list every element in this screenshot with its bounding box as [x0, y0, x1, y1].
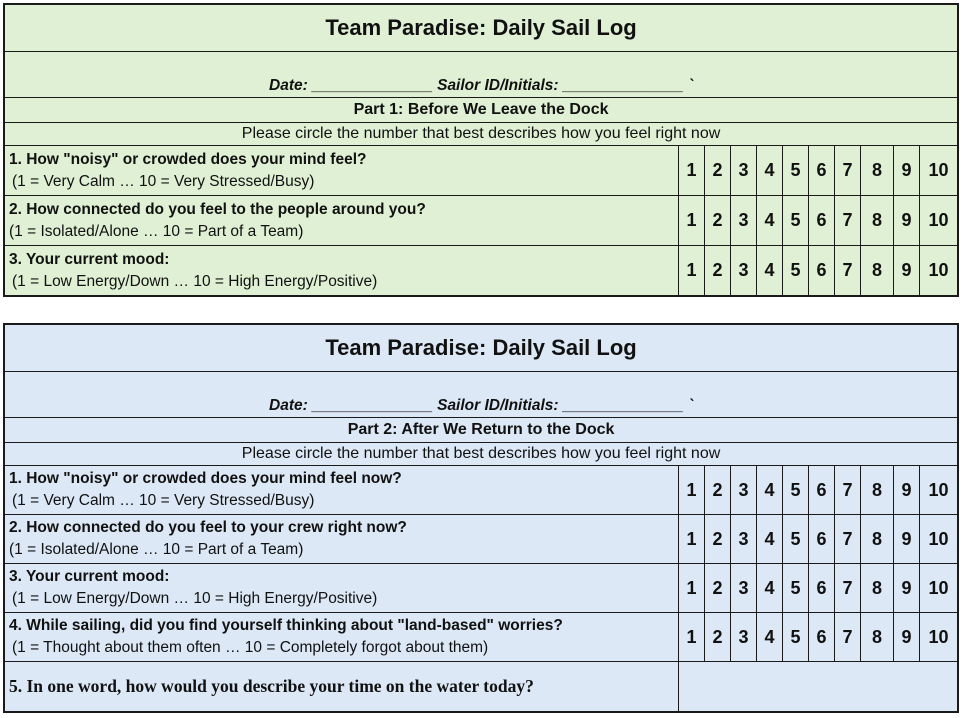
scale-option-1[interactable]: 1 [679, 613, 705, 662]
question-cell [5, 564, 679, 613]
scale-option-7[interactable]: 7 [835, 196, 861, 246]
scale-option-10[interactable]: 10 [920, 466, 958, 515]
scale-option-1[interactable]: 1 [679, 146, 705, 196]
scale-option-9[interactable]: 9 [894, 196, 920, 246]
scale-option-3[interactable]: 3 [731, 246, 757, 296]
scale-option-8[interactable]: 8 [861, 564, 894, 613]
question-text: 4. While sailing, did you find yourself thinking about "land-based" worries? [9, 617, 563, 634]
scale-option-5[interactable]: 5 [783, 466, 809, 515]
scale-option-4[interactable]: 4 [757, 515, 783, 564]
scale-option-6[interactable]: 6 [809, 466, 835, 515]
question-scale: (1 = Isolated/Alone … 10 = Part of a Team) [9, 541, 304, 558]
question-text: 2. How connected do you feel to the people around you? [9, 200, 426, 218]
scale-option-2[interactable]: 2 [705, 196, 731, 246]
scale-option-3[interactable]: 3 [731, 466, 757, 515]
scale-option-9[interactable]: 9 [894, 515, 920, 564]
scale-option-5[interactable]: 5 [783, 564, 809, 613]
scale-option-4[interactable]: 4 [757, 613, 783, 662]
question-cell [5, 515, 679, 564]
scale-option-2[interactable]: 2 [705, 515, 731, 564]
scale-option-4[interactable]: 4 [757, 466, 783, 515]
scale-option-1[interactable]: 1 [679, 466, 705, 515]
scale-option-10[interactable]: 10 [920, 564, 958, 613]
scale-option-8[interactable]: 8 [861, 246, 894, 296]
scale-option-8[interactable]: 8 [861, 196, 894, 246]
question-row [5, 515, 958, 564]
scale-option-9[interactable]: 9 [894, 246, 920, 296]
scale-option-9[interactable]: 9 [894, 613, 920, 662]
form-title: Team Paradise: Daily Sail Log [5, 5, 958, 52]
question-text: 1. How "noisy" or crowded does your mind feel? [9, 150, 367, 168]
scale-option-6[interactable]: 6 [809, 196, 835, 246]
daily-sail-log-part2 [3, 323, 959, 713]
scale-option-2[interactable]: 2 [705, 246, 731, 296]
scale-option-10[interactable]: 10 [920, 613, 958, 662]
date-sailor-id-line[interactable]: Date: ______________ Sailor ID/Initials: ______________ ` [5, 52, 958, 98]
scale-option-4[interactable]: 4 [757, 246, 783, 296]
question-text: 2. How connected do you feel to your crew right now? [9, 519, 407, 536]
part-heading: Part 1: Before We Leave the Dock [5, 98, 958, 123]
scale-option-5[interactable]: 5 [783, 246, 809, 296]
question-cell [5, 466, 679, 515]
instruction-text: Please circle the number that best describes how you feel right now [5, 443, 958, 466]
question-row [5, 146, 958, 196]
part2-table [4, 324, 958, 712]
open-answer-box[interactable] [679, 662, 958, 712]
scale-option-6[interactable]: 6 [809, 613, 835, 662]
scale-option-7[interactable]: 7 [835, 466, 861, 515]
question-scale: (1 = Isolated/Alone … 10 = Part of a Team) [9, 222, 304, 240]
scale-option-9[interactable]: 9 [894, 466, 920, 515]
scale-option-5[interactable]: 5 [783, 613, 809, 662]
scale-option-1[interactable]: 1 [679, 515, 705, 564]
date-sailor-id-line[interactable]: Date: ______________ Sailor ID/Initials: ______________ ` [5, 372, 958, 418]
instruction-text: Please circle the number that best describes how you feel right now [5, 123, 958, 146]
scale-option-8[interactable]: 8 [861, 146, 894, 196]
question-text: 1. How "noisy" or crowded does your mind feel now? [9, 470, 402, 487]
scale-option-3[interactable]: 3 [731, 515, 757, 564]
scale-option-1[interactable]: 1 [679, 564, 705, 613]
scale-option-9[interactable]: 9 [894, 146, 920, 196]
scale-option-2[interactable]: 2 [705, 466, 731, 515]
scale-option-10[interactable]: 10 [920, 246, 958, 296]
scale-option-6[interactable]: 6 [809, 564, 835, 613]
part-heading: Part 2: After We Return to the Dock [5, 418, 958, 443]
question-text: 3. Your current mood: [9, 568, 170, 585]
scale-option-3[interactable]: 3 [731, 564, 757, 613]
question-row [5, 613, 958, 662]
question-row [5, 246, 958, 296]
scale-option-7[interactable]: 7 [835, 146, 861, 196]
question-cell [5, 246, 679, 296]
question-cell [5, 146, 679, 196]
question-row [5, 564, 958, 613]
scale-option-10[interactable]: 10 [920, 196, 958, 246]
question-scale: (1 = Very Calm … 10 = Very Stressed/Busy) [12, 172, 315, 190]
scale-option-8[interactable]: 8 [861, 515, 894, 564]
scale-option-2[interactable]: 2 [705, 613, 731, 662]
form-title: Team Paradise: Daily Sail Log [5, 325, 958, 372]
scale-option-8[interactable]: 8 [861, 613, 894, 662]
scale-option-5[interactable]: 5 [783, 146, 809, 196]
scale-option-1[interactable]: 1 [679, 196, 705, 246]
scale-option-7[interactable]: 7 [835, 564, 861, 613]
scale-option-4[interactable]: 4 [757, 146, 783, 196]
scale-option-4[interactable]: 4 [757, 564, 783, 613]
scale-option-7[interactable]: 7 [835, 613, 861, 662]
question-scale: (1 = Thought about them often … 10 = Completely forgot about them) [12, 639, 489, 656]
scale-option-6[interactable]: 6 [809, 146, 835, 196]
scale-option-2[interactable]: 2 [705, 564, 731, 613]
scale-option-10[interactable]: 10 [920, 515, 958, 564]
scale-option-3[interactable]: 3 [731, 196, 757, 246]
question-cell [5, 196, 679, 246]
daily-sail-log-part1 [3, 3, 959, 297]
scale-option-5[interactable]: 5 [783, 515, 809, 564]
scale-option-6[interactable]: 6 [809, 515, 835, 564]
scale-option-1[interactable]: 1 [679, 246, 705, 296]
scale-option-2[interactable]: 2 [705, 146, 731, 196]
question-scale: (1 = Low Energy/Down … 10 = High Energy/Positive) [12, 272, 378, 290]
scale-option-6[interactable]: 6 [809, 246, 835, 296]
scale-option-4[interactable]: 4 [757, 196, 783, 246]
scale-option-7[interactable]: 7 [835, 246, 861, 296]
question-cell [5, 613, 679, 662]
scale-option-9[interactable]: 9 [894, 564, 920, 613]
scale-option-3[interactable]: 3 [731, 146, 757, 196]
question-text: 3. Your current mood: [9, 250, 170, 268]
question-scale: (1 = Low Energy/Down … 10 = High Energy/Positive) [12, 590, 378, 607]
question-scale: (1 = Very Calm … 10 = Very Stressed/Busy) [12, 492, 315, 509]
open-question-row [5, 662, 958, 712]
question-row [5, 196, 958, 246]
scale-option-3[interactable]: 3 [731, 613, 757, 662]
scale-option-7[interactable]: 7 [835, 515, 861, 564]
scale-option-8[interactable]: 8 [861, 466, 894, 515]
open-question-text: 5. In one word, how would you describe your time on the water today? [5, 662, 679, 712]
scale-option-10[interactable]: 10 [920, 146, 958, 196]
part1-table [4, 4, 958, 296]
question-row [5, 466, 958, 515]
scale-option-5[interactable]: 5 [783, 196, 809, 246]
